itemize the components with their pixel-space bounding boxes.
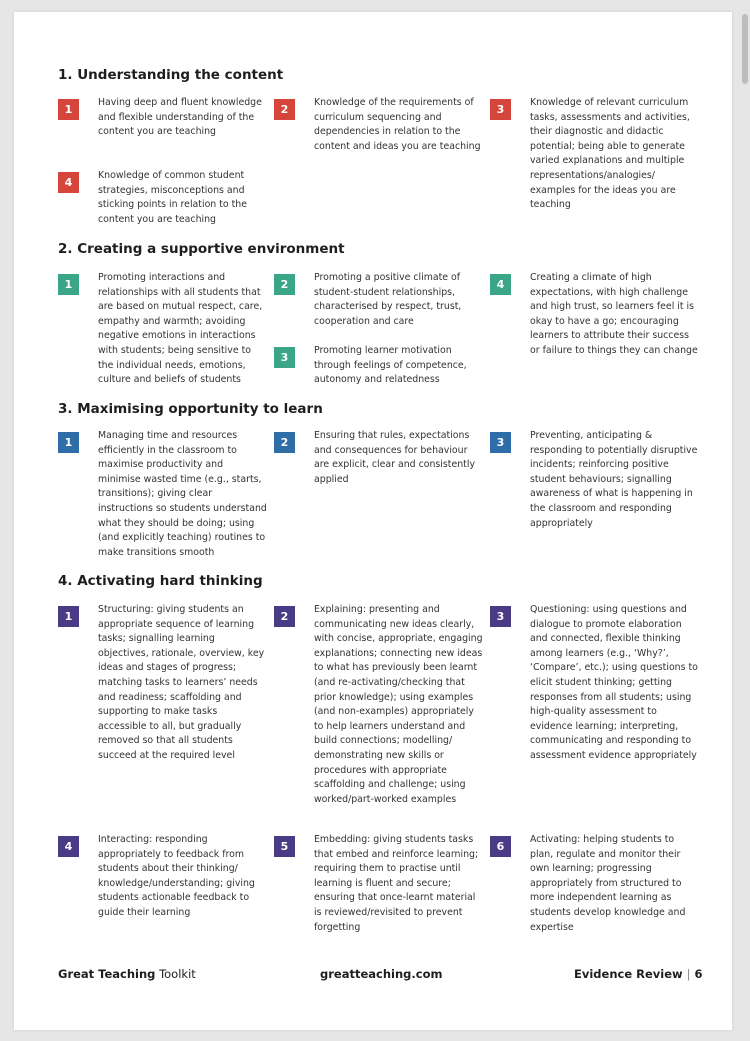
section-title-understanding-content: 1. Understanding the content xyxy=(58,67,284,83)
number-badge: 4 xyxy=(58,836,79,857)
item-text: Ensuring that rules, expectations and consequences for behaviour are explicit, clear and consistently applied xyxy=(314,430,475,485)
section-title-opportunity-to-learn: 3. Maximising opportunity to learn xyxy=(58,401,323,417)
number-badge: 2 xyxy=(274,99,295,120)
item-text: Explaining: presenting and communicating new ideas clearly, with concise, appropriate, engaging explanations; connecting new ideas to what has previously been learnt (and re-activating/checking that prior knowledge); using examples (and non-examples) appropriately to help learners understand and build connections; modelling/ demonstrating new skills or procedures with appropriate scaffolding and challenge; using worked/part-worked examples xyxy=(314,604,483,805)
number-badge: 2 xyxy=(274,432,295,453)
item-text: Promoting interactions and relationships with all students that are based on mutual respect, care, empathy and warmth; avoiding negative emotions in interactions with students; being sensitive to the individual needs, emotions, culture and beliefs of students xyxy=(98,272,263,386)
footer-brand-light: Toolkit xyxy=(159,967,196,981)
section-title-hard-thinking: 4. Activating hard thinking xyxy=(58,573,263,589)
footer-brand-bold: Great Teaching xyxy=(58,967,156,981)
item-text: Preventing, anticipating & responding to potentially disruptive incidents; reinforcing positive student behaviours; signalling awareness of what is happening in the classroom and responding appropriately xyxy=(530,430,698,529)
item-text: Creating a climate of high expectations, with high challenge and high trust, so learners feel it is okay to have a go; encouraging learners to attribute their success or failure to things they can change xyxy=(530,272,698,356)
section-title-supportive-environment: 2. Creating a supportive environment xyxy=(58,241,345,257)
number-badge: 5 xyxy=(274,836,295,857)
footer-page-number: 6 xyxy=(694,967,703,981)
number-badge: 1 xyxy=(58,99,79,120)
number-badge: 3 xyxy=(274,347,295,368)
footer-page-info xyxy=(574,967,703,981)
number-badge: 3 xyxy=(490,432,511,453)
footer-url: greatteaching.com xyxy=(320,967,443,981)
document-page xyxy=(14,12,732,1030)
item-text: Interacting: responding appropriately to feedback from students about their thinking/ knowledge/understanding; giving students actionable feedback to guide their learning xyxy=(98,834,255,918)
footer-doc-title: Evidence Review xyxy=(574,967,683,981)
number-badge: 6 xyxy=(490,836,511,857)
number-badge: 4 xyxy=(58,172,79,193)
item-text: Activating: helping students to plan, regulate and monitor their own learning; progressing appropriately from structured to more independent learning as students develop knowledge and expertise xyxy=(530,834,686,933)
number-badge: 4 xyxy=(490,274,511,295)
number-badge: 2 xyxy=(274,274,295,295)
number-badge: 3 xyxy=(490,606,511,627)
number-badge: 1 xyxy=(58,606,79,627)
item-text: Knowledge of common student strategies, misconceptions and sticking points in relation to the content you are teaching xyxy=(98,170,248,225)
scrollbar-thumb[interactable] xyxy=(742,14,748,84)
footer-brand xyxy=(58,967,196,981)
item-text: Having deep and fluent knowledge and flexible understanding of the content you are teaching xyxy=(98,97,262,138)
number-badge: 2 xyxy=(274,606,295,627)
item-text: Promoting a positive climate of student-student relationships, characterised by respect, trust, cooperation and care xyxy=(314,272,462,327)
item-text: Promoting learner motivation through feelings of competence, autonomy and relatedness xyxy=(314,345,467,386)
item-text: Embedding: giving students tasks that embed and reinforce learning; requiring them to practise until learning is fluent and secure; ensuring that once-learnt material is reviewed/revisited to prevent forgetting xyxy=(314,834,479,933)
item-text: Structuring: giving students an appropriate sequence of learning tasks; signalling learning objectives, rationale, overview, key ideas and stages of progress; matching tasks to learners’ needs and readiness; scaffolding and supporting to make tasks accessible to all, but gradually removed so that all students succeed at the required level xyxy=(98,604,265,761)
number-badge: 1 xyxy=(58,274,79,295)
item-text: Questioning: using questions and dialogue to promote elaboration and connected, flexible thinking among learners (e.g., ‘Why?’, ‘Compare’, etc.); using questions to elicit student thinking; getting responses from all students; using high-quality assessment to evidence learning; interpreting, communicating and responding to assessment evidence appropriately xyxy=(530,604,698,761)
item-text: Knowledge of the requirements of curriculum sequencing and dependencies in relation to the content and ideas you are teaching xyxy=(314,97,481,152)
number-badge: 3 xyxy=(490,99,511,120)
footer-separator: | xyxy=(686,967,691,981)
item-text: Knowledge of relevant curriculum tasks, assessments and activities, their diagnostic and didactic potential; being able to generate varied explanations and multiple representations/analogies/ examples for the ideas you are teaching xyxy=(530,97,690,211)
item-text: Managing time and resources efficiently in the classroom to maximise productivity and minimise wasted time (e.g., starts, transitions); giving clear instructions so students understand what they should be doing; using (and explicitly teaching) routines to make transitions smooth xyxy=(98,430,267,558)
number-badge: 1 xyxy=(58,432,79,453)
